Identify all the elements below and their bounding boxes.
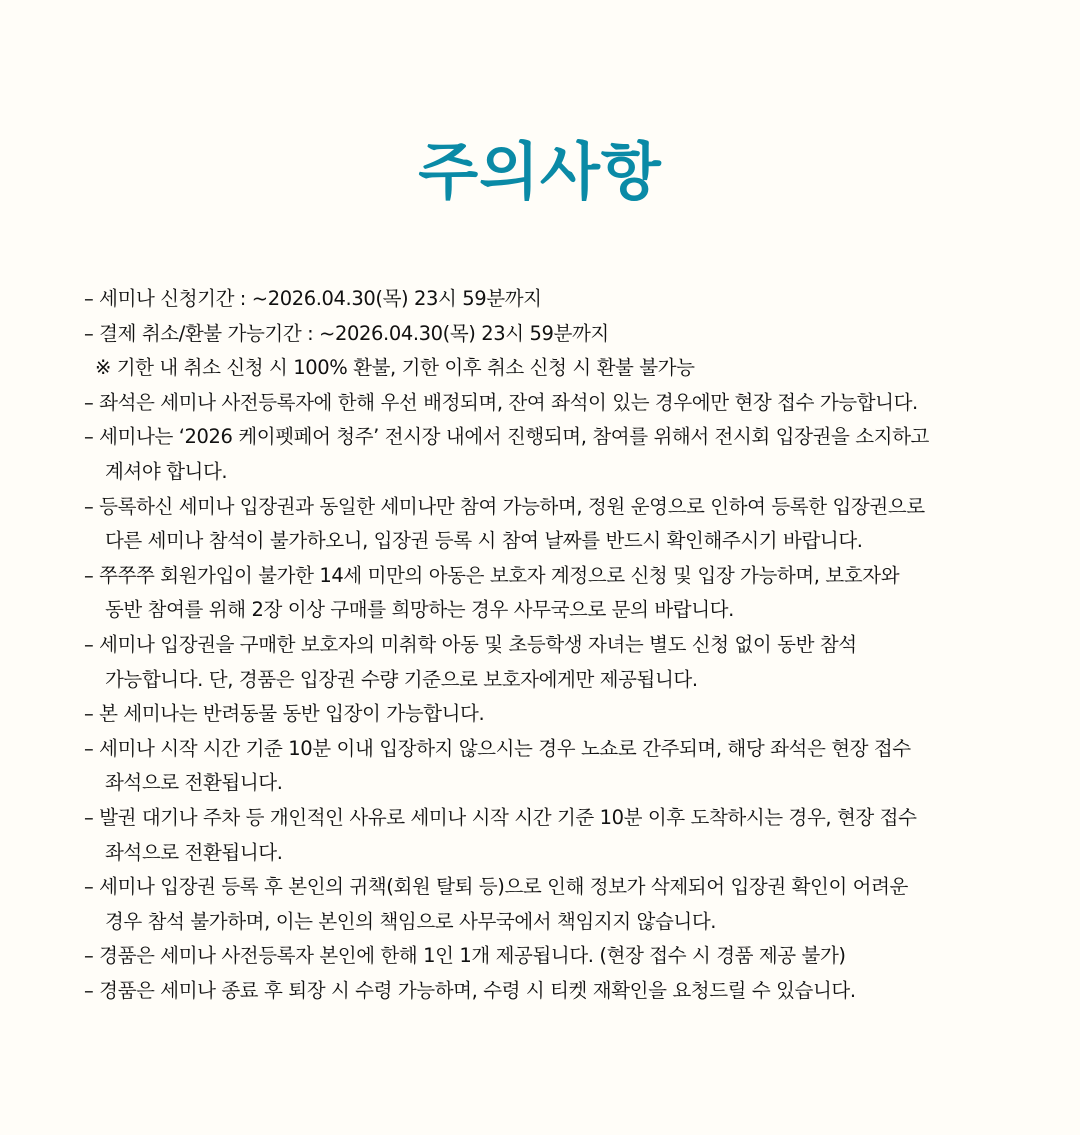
- notice-line: – 발권 대기나 주차 등 개인적인 사유로 세미나 시작 시간 기준 10분 이후 도착하시는 경우, 현장 접수: [84, 805, 917, 829]
- notice-line: – 세미나는 ‘2026 케이펫페어 청주’ 전시장 내에서 진행되며, 참여를 위해서 전시회 입장권을 소지하고: [84, 425, 929, 449]
- notice-line: 좌석으로 전환됩니다.: [105, 840, 283, 864]
- notice-item: [84, 870, 1004, 939]
- notice-line: – 세미나 시작 시간 기준 10분 이내 입장하지 않으시는 경우 노쇼로 간주되며, 해당 좌석은 현장 접수: [84, 736, 911, 760]
- page-title: 주의사항: [418, 135, 662, 208]
- notice-list: [84, 282, 1004, 1008]
- notice-item: [84, 282, 1004, 317]
- notice-item: [84, 317, 1004, 352]
- notice-item: [84, 939, 1004, 974]
- notice-line: 다른 세미나 참석이 불가하오니, 입장권 등록 시 참여 날짜를 반드시 확인해주시기 바랍니다.: [105, 529, 863, 553]
- notice-item: [84, 801, 1004, 870]
- notice-line: – 세미나 신청기간 : ~2026.04.30(목) 23시 59분까지: [84, 287, 542, 310]
- notice-line: – 경품은 세미나 사전등록자 본인에 한해 1인 1개 제공됩니다. (현장 접수 시 경품 제공 불가): [84, 944, 846, 968]
- notice-line: – 본 세미나는 반려동물 동반 입장이 가능합니다.: [84, 702, 485, 726]
- notice-item: [84, 628, 1004, 697]
- notice-line: 경우 참석 불가하며, 이는 본인의 책임으로 사무국에서 책임지지 않습니다.: [105, 909, 717, 933]
- notice-sub-note: [84, 351, 1004, 386]
- notice-line: – 좌석은 세미나 사전등록자에 한해 우선 배정되며, 잔여 좌석이 있는 경우에만 현장 접수 가능합니다.: [84, 390, 918, 414]
- notice-line: 계셔야 합니다.: [105, 459, 228, 483]
- notice-item: [84, 559, 1004, 628]
- notice-item: [84, 490, 1004, 559]
- notice-line: – 경품은 세미나 종료 후 퇴장 시 수령 가능하며, 수령 시 티켓 재확인을 요청드릴 수 있습니다.: [84, 978, 856, 1002]
- notice-line: – 결제 취소/환불 가능기간 : ~2026.04.30(목) 23시 59분까지: [84, 321, 609, 345]
- notice-line: – 쭈쭈쭈 회원가입이 불가한 14세 미만의 아동은 보호자 계정으로 신청 및 입장 가능하며, 보호자와: [84, 563, 900, 587]
- notice-item: [84, 697, 1004, 732]
- notice-line: – 세미나 입장권을 구매한 보호자의 미취학 아동 및 초등학생 자녀는 별도 신청 없이 동반 참석: [84, 632, 857, 656]
- notice-item: [84, 732, 1004, 801]
- notice-item: [84, 386, 1004, 421]
- notice-line: – 등록하신 세미나 입장권과 동일한 세미나만 참여 가능하며, 정원 운영으로 인하여 등록한 입장권으로: [84, 494, 925, 518]
- notice-line: 동반 참여를 위해 2장 이상 구매를 희망하는 경우 사무국으로 문의 바랍니다.: [105, 598, 734, 622]
- notice-item: [84, 420, 1004, 489]
- notice-line: – 세미나 입장권 등록 후 본인의 귀책(회원 탈퇴 등)으로 인해 정보가 삭제되어 입장권 확인이 어려운: [84, 875, 908, 899]
- notice-line: 가능합니다. 단, 경품은 입장권 수량 기준으로 보호자에게만 제공됩니다.: [105, 667, 698, 691]
- notice-item: [84, 974, 1004, 1009]
- notice-line: ※ 기한 내 취소 신청 시 100% 환불, 기한 이후 취소 신청 시 환불 불가능: [95, 356, 695, 380]
- notice-line: 좌석으로 전환됩니다.: [105, 771, 283, 795]
